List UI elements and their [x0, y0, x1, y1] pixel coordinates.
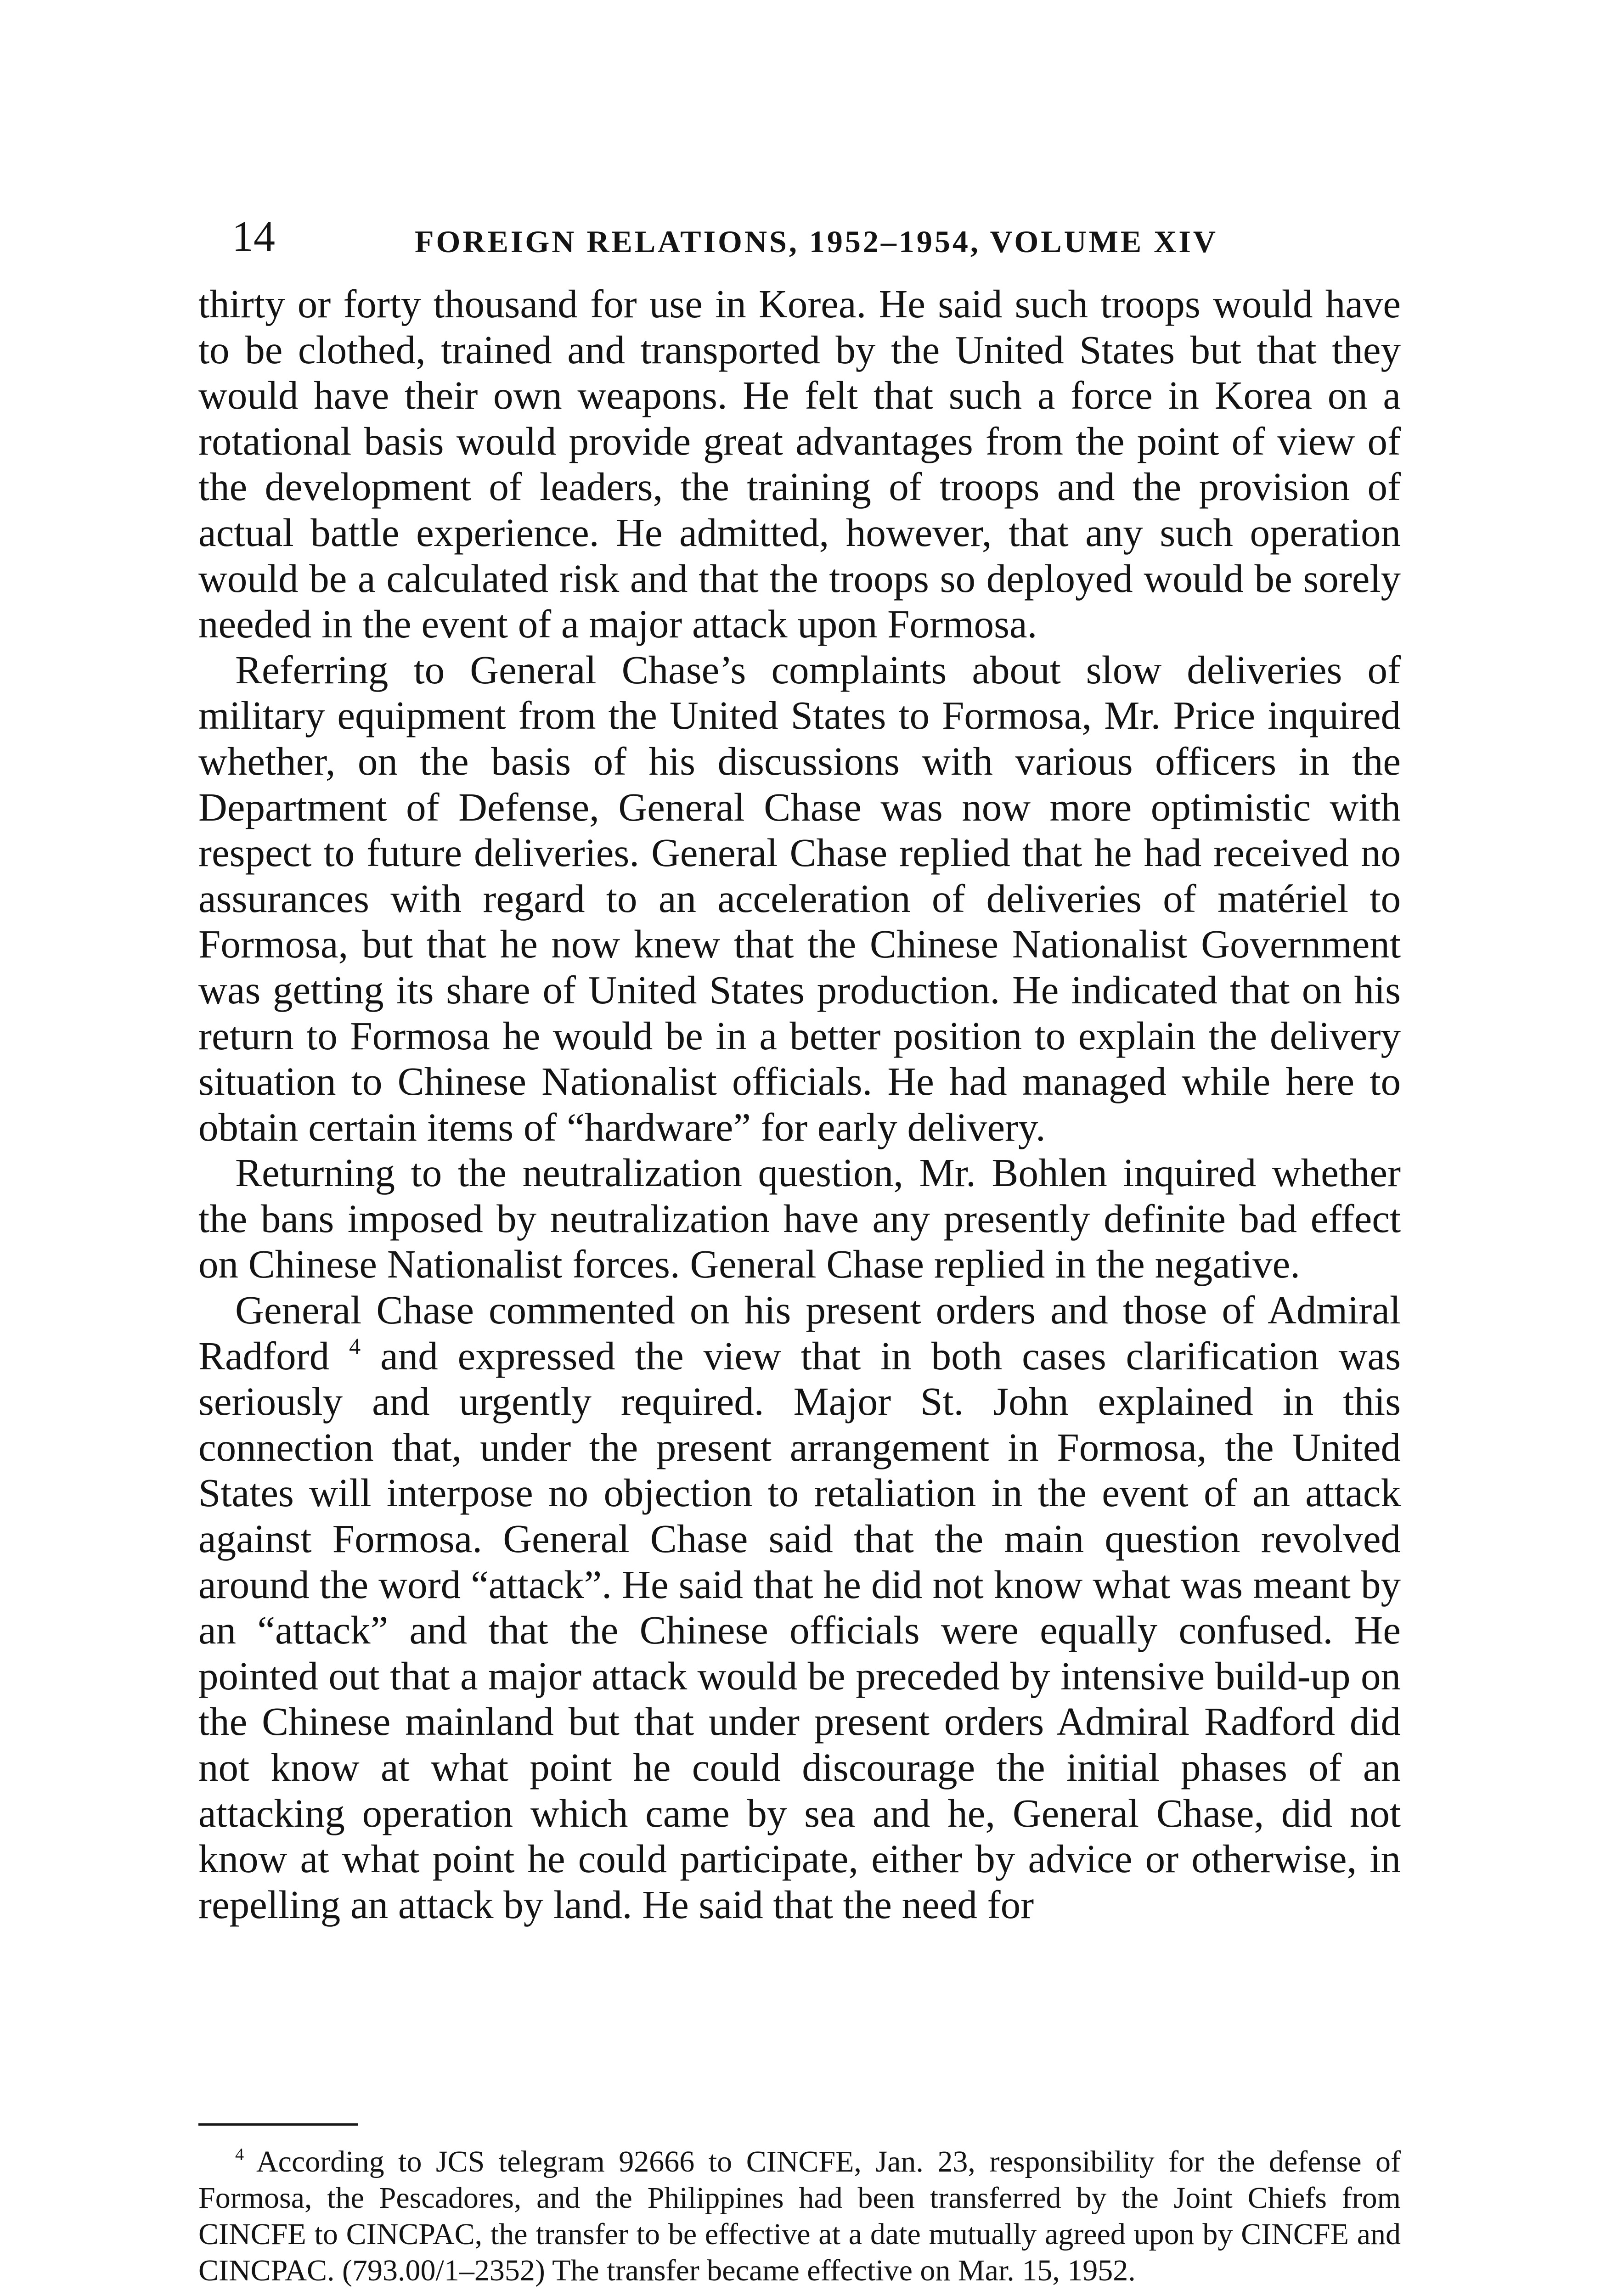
main-text [198, 281, 1401, 1927]
paragraph-2: Referring to General Chase’s complaints about slow deliveries of military equipment from the United States to Formosa, Mr. Price inquired whether, on the basis of his discussions with various officers in the Department of Defense, General Chase was now more optimistic with respect to future deliveries. General Chase replied that he had received no assurances with regard to an acceleration of deliveries of matériel to Formosa, but that he now knew that the Chinese Nationalist Government was getting its share of United States production. He indicated that on his return to Formosa he would be in a better position to explain the delivery situation to Chinese Nationalist officials. He had managed while here to obtain certain items of “hardware” for early delivery. [198, 647, 1401, 1149]
paragraph-4-text-end: and expressed the view that in both cases clarification was seriously and urgently required. Major St. John explained in this connection that, under the present arrangement in Formosa, the United States will interpose no objection to retaliation in the event of an attack against Formosa. General Chase said that the main question revolved around the word “attack”. He said that he did not know what was meant by an “attack” and that the Chinese officials were equally confused. He pointed out that a major attack would be preceded by intensive build-up on the Chinese mainland but that under present orders Admiral Radford did not know at what point he could discourage the initial phases of an attacking operation which came by sea and he, General Chase, did not know at what point he could participate, either by advice or otherwise, in repelling an attack by land. He said that the need for [198, 1333, 1401, 1927]
footnote-marker: 4 [235, 2145, 244, 2165]
paragraph-4-text-start: General Chase commented on his present orders and those of Admiral Radford [198, 1288, 1401, 1378]
footnote [198, 2144, 1401, 2289]
running-title: FOREIGN RELATIONS, 1952–1954, VOLUME XIV [415, 224, 1218, 259]
paragraph-3: Returning to the neutralization question, Mr. Bohlen inquired whether the bans imposed by neutralization have any presently definite bad effect on Chinese Nationalist forces. General Chase replied in the negative. [198, 1150, 1401, 1287]
footnote-reference[interactable]: 4 [349, 1333, 361, 1359]
footnotes [198, 2144, 1401, 2289]
footnote-text: According to JCS telegram 92666 to CINCFE, Jan. 23, responsibility for the defense of Formosa, the Pescadores, and the Philippines had been transferred by the Joint Chiefs from CINCFE to CINCPAC, the transfer to be effective at a date mutually agreed upon by CINCFE and CINCPAC. (793.00/1–2352) The transfer became effective on Mar. 15, 1952. [198, 2145, 1401, 2287]
page-header [232, 209, 1380, 273]
paragraph-4 [198, 1287, 1401, 1927]
footnote-divider [198, 2123, 358, 2126]
paragraph-1: thirty or forty thousand for use in Korea. He said such troops would have to be clothed, trained and transported by the United States but that they would have their own weapons. He felt that such a force in Korea on a rotational basis would provide great advantages from the point of view of the development of leaders, the training of troops and the provision of actual battle experience. He admitted, however, that any such operation would be a calculated risk and that the troops so deployed would be sorely needed in the event of a major attack upon Formosa. [198, 281, 1401, 647]
page-number: 14 [232, 213, 275, 260]
